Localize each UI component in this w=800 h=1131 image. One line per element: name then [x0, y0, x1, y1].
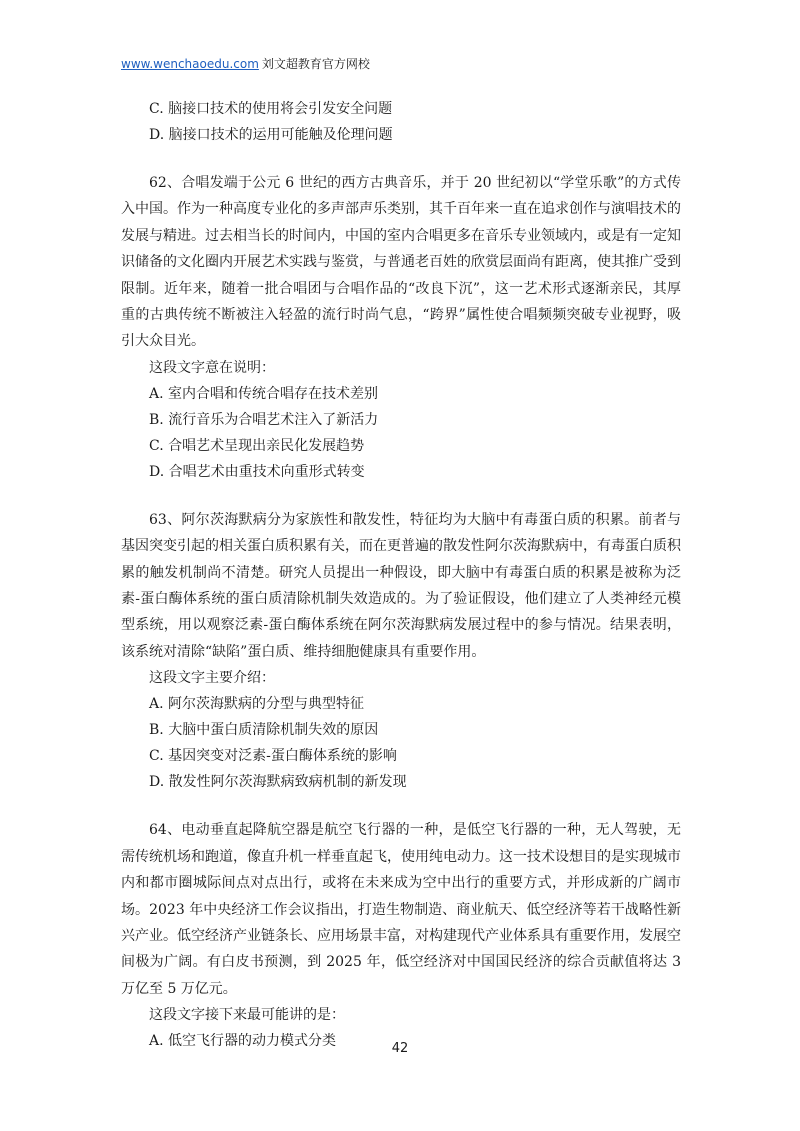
page-header [121, 55, 370, 72]
q62-option-b: B. 流行音乐为合唱艺术注入了新活力 [149, 411, 379, 428]
q64-stem: 64、电动垂直起降航空器是航空飞行器的一种，是低空飞行器的一种，无人驾驶，无需传统机场和跑道，像直升机一样垂直起飞，使用纯电动力。这一技术设想目的是实现城市内和都市圈城际间点对点出行，或将在未来成为空中出行的重要方式，并形成新的广阔市场。2023 年中央经济工作会议指出，打造生物制造、商业航天、低空经济等若干战略性新兴产业。低空经济产业链条长、应用场景丰富，对构建现代产业体系具有重要作用，发展空间极为广阔。有白皮书预测，到 2025 年，低空经济对中国国民经济的综合贡献值将达 3 万亿至 5 万亿元。 [121, 822, 681, 997]
q61-option-c: C. 脑接口技术的使用将会引发安全问题 [149, 101, 393, 117]
q63-option-d: D. 散发性阿尔茨海默病致病机制的新发现 [149, 774, 407, 791]
q63-prompt: 这段文字主要介绍： [149, 670, 275, 687]
question-62 [121, 170, 681, 485]
q64-prompt: 这段文字接下来最可能讲的是： [149, 1007, 345, 1024]
q62-option-d: D. 合唱艺术由重技术向重形式转变 [149, 463, 365, 480]
q63-option-c: C. 基因突变对泛素-蛋白酶体系统的影响 [149, 748, 397, 765]
question-64 [121, 817, 681, 1054]
q64-option-a: A. 低空飞行器的动力模式分类 [149, 1033, 337, 1050]
question-63 [121, 507, 681, 795]
q61-option-d: D. 脑接口技术的运用可能触及伦理问题 [149, 127, 393, 143]
question-61-tail [121, 96, 681, 148]
q63-option-b: B. 大脑中蛋白质清除机制失效的原因 [149, 722, 379, 739]
q62-stem: 62、合唱发端于公元 6 世纪的西方古典音乐，并于 20 世纪初以“学堂乐歌”的方式传入中国。作为一种高度专业化的多声部声乐类别，其千百年来一直在追求创作与演唱技术的发展与精进。过去相当长的时间内，中国的室内合唱更多在音乐专业领域内，或是有一定知识储备的文化圈内开展艺术实践与鉴赏，与普通老百姓的欣赏层面尚有距离，使其推广受到限制。近年来，随着一批合唱团与合唱作品的“改良下沉”，这一艺术形式逐渐亲民，其厚重的古典传统不断被注入轻盈的流行时尚气息，“跨界”属性使合唱频频突破专业视野，吸引大众目光。 [121, 175, 681, 350]
page-number: 42 [391, 1041, 409, 1056]
document-body [121, 96, 681, 1054]
q62-option-c: C. 合唱艺术呈现出亲民化发展趋势 [149, 437, 365, 454]
q62-prompt: 这段文字意在说明： [149, 359, 275, 376]
q62-option-a: A. 室内合唱和传统合唱存在技术差别 [149, 385, 379, 402]
site-name: 刘文超教育官方网校 [261, 57, 370, 71]
q63-stem: 63、阿尔茨海默病分为家族性和散发性，特征均为大脑中有毒蛋白质的积累。前者与基因突变引起的相关蛋白质积累有关，而在更普遍的散发性阿尔茨海默病中，有毒蛋白质积累的触发机制尚不清楚。研究人员提出一种假设，即大脑中有毒蛋白质的积累是被称为泛素-蛋白酶体系统的蛋白质清除机制失效造成的。为了验证假设，他们建立了人类神经元模型系统，用以观察泛素-蛋白酶体系统在阿尔茨海默病发展过程中的参与情况。结果表明，该系统对清除“缺陷”蛋白质、维持细胞健康具有重要作用。 [121, 511, 681, 660]
website-link[interactable]: www.wenchaoedu.com [121, 57, 259, 71]
q63-option-a: A. 阿尔茨海默病的分型与典型特征 [149, 696, 365, 713]
